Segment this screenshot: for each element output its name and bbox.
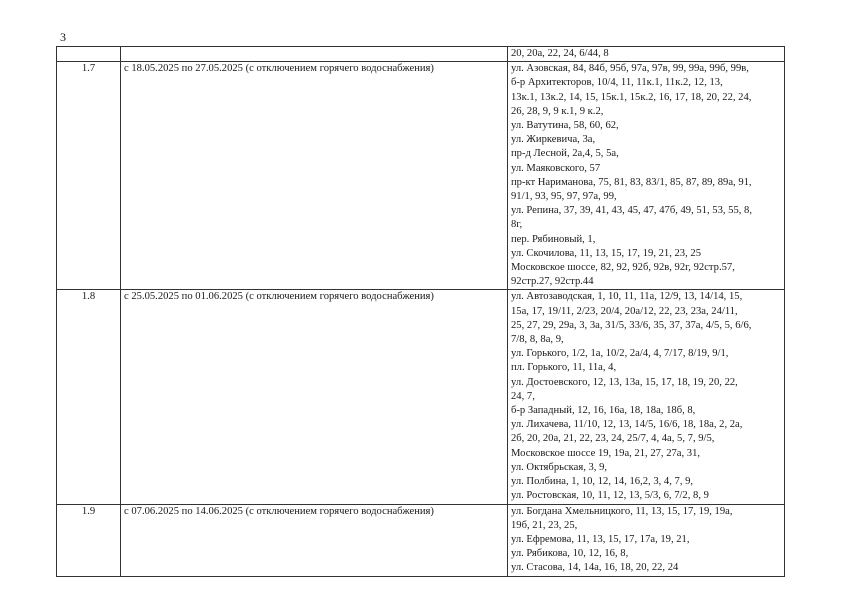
address-line: ул. Ватутина, 58, 60, 62, <box>511 120 619 132</box>
address-line: 26, 28, 9, 9 к.1, 9 к.2, <box>511 105 604 117</box>
row-number-cell: 1.7 <box>57 62 121 290</box>
table-row <box>57 290 785 504</box>
address-line: ул. Горького, 1/2, 1а, 10/2, 2а/4, 4, 7/17, 8/19, 9/1, <box>511 348 729 360</box>
table-row <box>57 62 785 290</box>
addresses-cell <box>508 62 785 290</box>
address-line: ул. Полбина, 1, 10, 12, 14, 16,2, 3, 4, 7, 9, <box>511 476 694 488</box>
address-line: ул. Азовская, 84, 84б, 95б, 97а, 97в, 99, 99а, 99б, 99в, <box>511 63 749 75</box>
address-line: 91/1, 93, 95, 97, 97а, 99, <box>511 191 617 203</box>
address-line: пер. Рябиновый, 1, <box>511 233 596 245</box>
row-number-cell: 1.9 <box>57 504 121 576</box>
address-line: ул. Стасова, 14, 14а, 16, 18, 20, 22, 24 <box>511 562 679 574</box>
row-number-cell <box>57 47 121 62</box>
address-line: ул. Скочилова, 11, 13, 15, 17, 19, 21, 23, 25 <box>511 247 701 259</box>
address-line: ул. Богдана Хмельницкого, 11, 13, 15, 17, 19, 19а, <box>511 505 733 517</box>
address-line: ул. Рябикова, 10, 12, 16, 8, <box>511 548 629 560</box>
schedule-table <box>56 46 785 577</box>
address-line: б-р Западный, 12, 16, 16а, 18, 18а, 18б, 8, <box>511 405 696 417</box>
addresses-cell <box>508 47 785 62</box>
address-line: ул. Октябрьская, 3, 9, <box>511 461 608 473</box>
address-line: 8г, <box>511 219 523 231</box>
address-line: ул. Достоевского, 12, 13, 13а, 15, 17, 18, 19, 20, 22, <box>511 376 738 388</box>
address-line: ул. Лихачева, 11/10, 12, 13, 14/5, 16/6, 18, 18а, 2, 2а, <box>511 419 743 431</box>
address-line: 19б, 21, 23, 25, <box>511 519 578 531</box>
addresses-cell <box>508 504 785 576</box>
address-line: ул. Ефремова, 11, 13, 15, 17, 17а, 19, 21, <box>511 533 690 545</box>
address-line: ул. Репина, 37, 39, 41, 43, 45, 47, 47б, 49, 51, 53, 55, 8, <box>511 205 753 217</box>
table-row <box>57 47 785 62</box>
address-line: 13к.1, 13к.2, 14, 15, 15к.1, 15к.2, 16, 17, 18, 20, 22, 24, <box>511 91 752 103</box>
address-line: Московское шоссе, 82, 92, 92б, 92в, 92г, 92стр.57, <box>511 262 735 274</box>
address-line: пр-кт Нариманова, 75, 81, 83, 83/1, 85, 87, 89, 89а, 91, <box>511 176 752 188</box>
period-cell: с 07.06.2025 по 14.06.2025 (с отключением горячего водоснабжения) <box>121 504 508 576</box>
address-line: 24, 7, <box>511 390 535 402</box>
period-cell: с 18.05.2025 по 27.05.2025 (с отключением горячего водоснабжения) <box>121 62 508 290</box>
address-line: 92стр.27, 92стр.44 <box>511 276 594 288</box>
address-line: 20, 20а, 22, 24, 6/44, 8 <box>511 48 609 59</box>
address-line: 25, 27, 29, 29а, 3, 3а, 31/5, 33/6, 35, 37, 37а, 4/5, 5, 6/6, <box>511 319 752 331</box>
address-line: Московское шоссе 19, 19а, 21, 27, 27а, 31, <box>511 447 701 459</box>
address-line: 15а, 17, 19/11, 2/23, 20/4, 20а/12, 22, 23, 23а, 24/11, <box>511 305 738 317</box>
schedule-table-body <box>57 47 785 577</box>
address-line: 2б, 20, 20а, 21, 22, 23, 24, 25/7, 4, 4а, 5, 7, 9/5, <box>511 433 715 445</box>
page-number: 3 <box>60 30 66 44</box>
address-line: ул. Жиркевича, 3а, <box>511 134 596 146</box>
address-line: пр-д Лесной, 2а,4, 5, 5а, <box>511 148 619 160</box>
address-line: б-р Архитекторов, 10/4, 11, 11к.1, 11к.2, 12, 13, <box>511 77 723 89</box>
addresses-cell <box>508 290 785 504</box>
address-line: ул. Маяковского, 57 <box>511 162 601 174</box>
row-number-cell: 1.8 <box>57 290 121 504</box>
period-cell <box>121 47 508 62</box>
address-line: ул. Автозаводская, 1, 10, 11, 11а, 12/9, 13, 14/14, 15, <box>511 291 743 303</box>
period-cell: с 25.05.2025 по 01.06.2025 (с отключением горячего водоснабжения) <box>121 290 508 504</box>
address-line: пл. Горького, 11, 11а, 4, <box>511 362 617 374</box>
table-row <box>57 504 785 576</box>
address-line: ул. Ростовская, 10, 11, 12, 13, 5/3, 6, 7/2, 8, 9 <box>511 490 709 502</box>
address-line: 7/8, 8, 8а, 9, <box>511 334 564 346</box>
